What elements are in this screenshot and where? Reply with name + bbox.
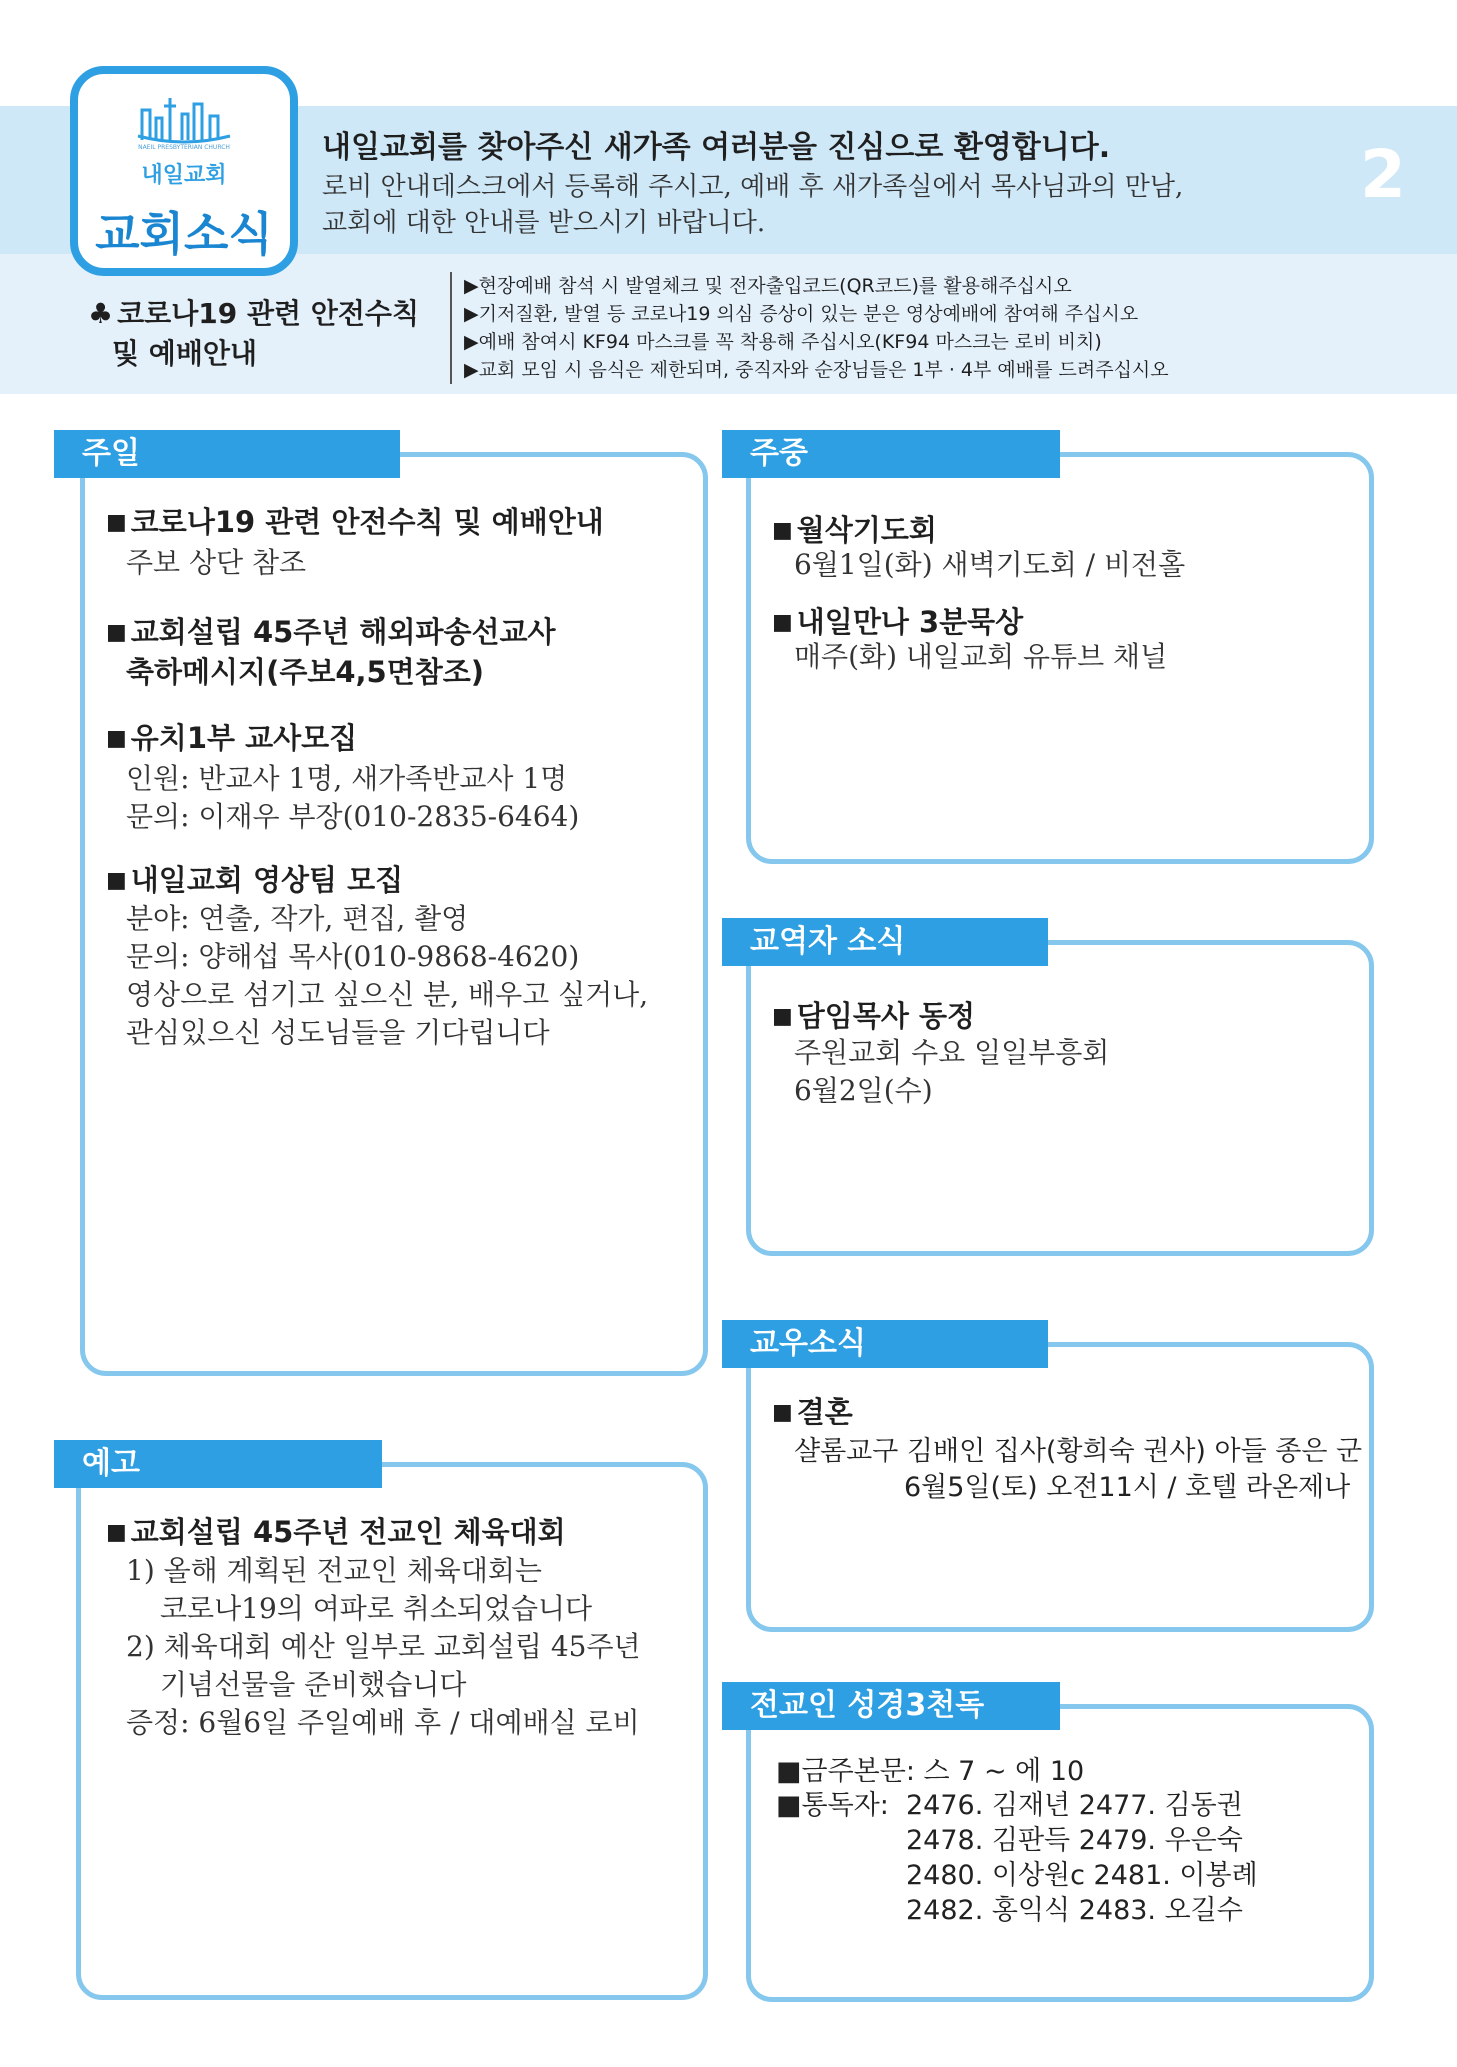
item-title-text: 월삭기도회 <box>796 513 937 547</box>
item-text: 6월5일(토) 오전11시 / 호텔 라온제나 <box>904 1472 1351 1503</box>
readers-row: 2482. 홍익식 2483. 오길수 <box>906 1895 1243 1926</box>
item-text: 증정: 6월6일 주일예배 후 / 대예배실 로비 <box>126 1706 640 1739</box>
item-text: 6월2일(수) <box>794 1074 933 1107</box>
item-text: 주보 상단 참조 <box>126 546 307 579</box>
item-title-text: 내일만나 3분묵상 <box>796 605 1024 639</box>
item-title <box>772 600 1023 641</box>
section-title: 교회소식 <box>95 207 273 261</box>
item-text: 매주(화) 내일교회 유튜브 채널 <box>794 640 1168 673</box>
item-title <box>106 1510 566 1551</box>
item-title <box>106 858 403 899</box>
item-text: 1) 올해 계획된 전교인 체육대회는 <box>126 1554 542 1587</box>
item-title-text: 교회설립 45주년 전교인 체육대회 <box>130 1515 566 1549</box>
item-text: 관심있으신 성도님들을 기다립니다 <box>126 1016 550 1049</box>
readers-row: 2480. 이상원c 2481. 이봉례 <box>906 1860 1258 1891</box>
covid-notices <box>464 272 1169 384</box>
tab-bible: 전교인 성경3천독 <box>722 1682 1060 1730</box>
covid-title <box>88 294 419 374</box>
readers-row: 2478. 김판득 2479. 우은숙 <box>906 1825 1243 1856</box>
item-title <box>106 500 604 541</box>
readers-row: 2476. 김재년 2477. 김동권 <box>906 1790 1243 1821</box>
item-text: 인원: 반교사 1명, 새가족반교사 1명 <box>126 762 568 795</box>
logo-small-text: NAEIL PRESBYTERIAN CHURCH <box>138 144 230 151</box>
bullet-square: ■ <box>772 1400 793 1425</box>
item-text: 문의: 이재우 부장(010-2835-6464) <box>126 800 580 833</box>
item-title-text: 내일교회 영상팀 모집 <box>130 863 404 897</box>
covid-title-line-1: 코로나19 관련 안전수칙 <box>117 297 420 330</box>
item-text: 6월1일(화) 새벽기도회 / 비전홀 <box>794 548 1186 581</box>
item-title-continued: 축하메시지(주보4,5면참조) <box>126 655 485 689</box>
item-title-text: 유치1부 교사모집 <box>130 721 358 755</box>
tab-pastor: 교역자 소식 <box>722 918 1048 966</box>
welcome-line-3: 교회에 대한 안내를 받으시기 바랍니다. <box>322 208 766 238</box>
item-title <box>772 1390 853 1431</box>
item-title-text: 교회설립 45주년 해외파송선교사 <box>130 615 556 649</box>
item-text: 주원교회 수요 일일부흥회 <box>794 1036 1110 1069</box>
notice-line: ▶현장예배 참석 시 발열체크 및 전자출입코드(QR코드)를 활용해주십시오 <box>464 275 1072 297</box>
notice-line: ▶예배 참여시 KF94 마스크를 꼭 착용해 주십시오(KF94 마스크는 로비 비치) <box>464 331 1102 353</box>
bullet-square: ■ <box>106 620 127 645</box>
item-text: 2) 체육대회 예산 일부로 교회설립 45주년 <box>126 1630 641 1663</box>
item-text: 분야: 연출, 작가, 편집, 촬영 <box>126 902 469 935</box>
item-title <box>106 610 556 651</box>
logo-church-name: 내일교회 <box>141 163 227 188</box>
church-building-icon <box>136 88 232 146</box>
tab-weekday: 주중 <box>722 430 1060 478</box>
bullet-square: ■ <box>106 510 127 535</box>
divider <box>450 272 452 384</box>
item-title <box>772 994 975 1035</box>
covid-title-line-2: 및 예배안내 <box>112 337 257 370</box>
bullet-square: ■ <box>772 1004 793 1029</box>
item-text: 문의: 양해섭 목사(010-9868-4620) <box>126 940 580 973</box>
welcome-title: 내일교회를 찾아주신 새가족 여러분을 진심으로 환영합니다. <box>322 130 1111 165</box>
bullet-square: ■ <box>106 726 127 751</box>
notice-line: ▶교회 모임 시 음식은 제한되며, 중직자와 순장님들은 1부 · 4부 예배를 드려주십시오 <box>464 359 1169 381</box>
club-icon: ♣ <box>88 297 114 330</box>
item-title <box>106 716 357 757</box>
bullet-square: ■ <box>106 868 127 893</box>
item-text: 영상으로 섬기고 싶으신 분, 배우고 싶거나, <box>126 978 649 1011</box>
page-number: 2 <box>1360 136 1406 213</box>
notice-line: ▶기저질환, 발열 등 코로나19 의심 증상이 있는 분은 영상예배에 참여해 주십시오 <box>464 303 1139 325</box>
bullet-square: ■ <box>772 610 793 635</box>
item-title-text: 결혼 <box>796 1395 853 1429</box>
welcome-line-2: 로비 안내데스크에서 등록해 주시고, 예배 후 새가족실에서 목사님과의 만남, <box>322 172 1184 202</box>
bullet-square: ■ <box>106 1520 127 1545</box>
readers-label: ■통독자: <box>776 1790 889 1821</box>
tab-sunday: 주일 <box>54 430 400 478</box>
item-title <box>772 508 937 549</box>
logo-box <box>70 66 298 276</box>
item-text: 기념선물을 준비했습니다 <box>160 1668 467 1701</box>
item-text: 샬롬교구 김배인 집사(황희숙 권사) 아들 종은 군 <box>794 1436 1363 1467</box>
item-text: 코로나19의 여파로 취소되었습니다 <box>160 1592 593 1625</box>
item-title-text: 코로나19 관련 안전수칙 및 예배안내 <box>130 505 604 539</box>
item-title-text: 담임목사 동정 <box>796 999 975 1033</box>
tab-preview: 예고 <box>54 1440 382 1488</box>
bullet-square: ■ <box>772 518 793 543</box>
tab-members: 교우소식 <box>722 1320 1048 1368</box>
reading-label: ■금주본문: 스 7 ~ 에 10 <box>776 1756 1085 1787</box>
